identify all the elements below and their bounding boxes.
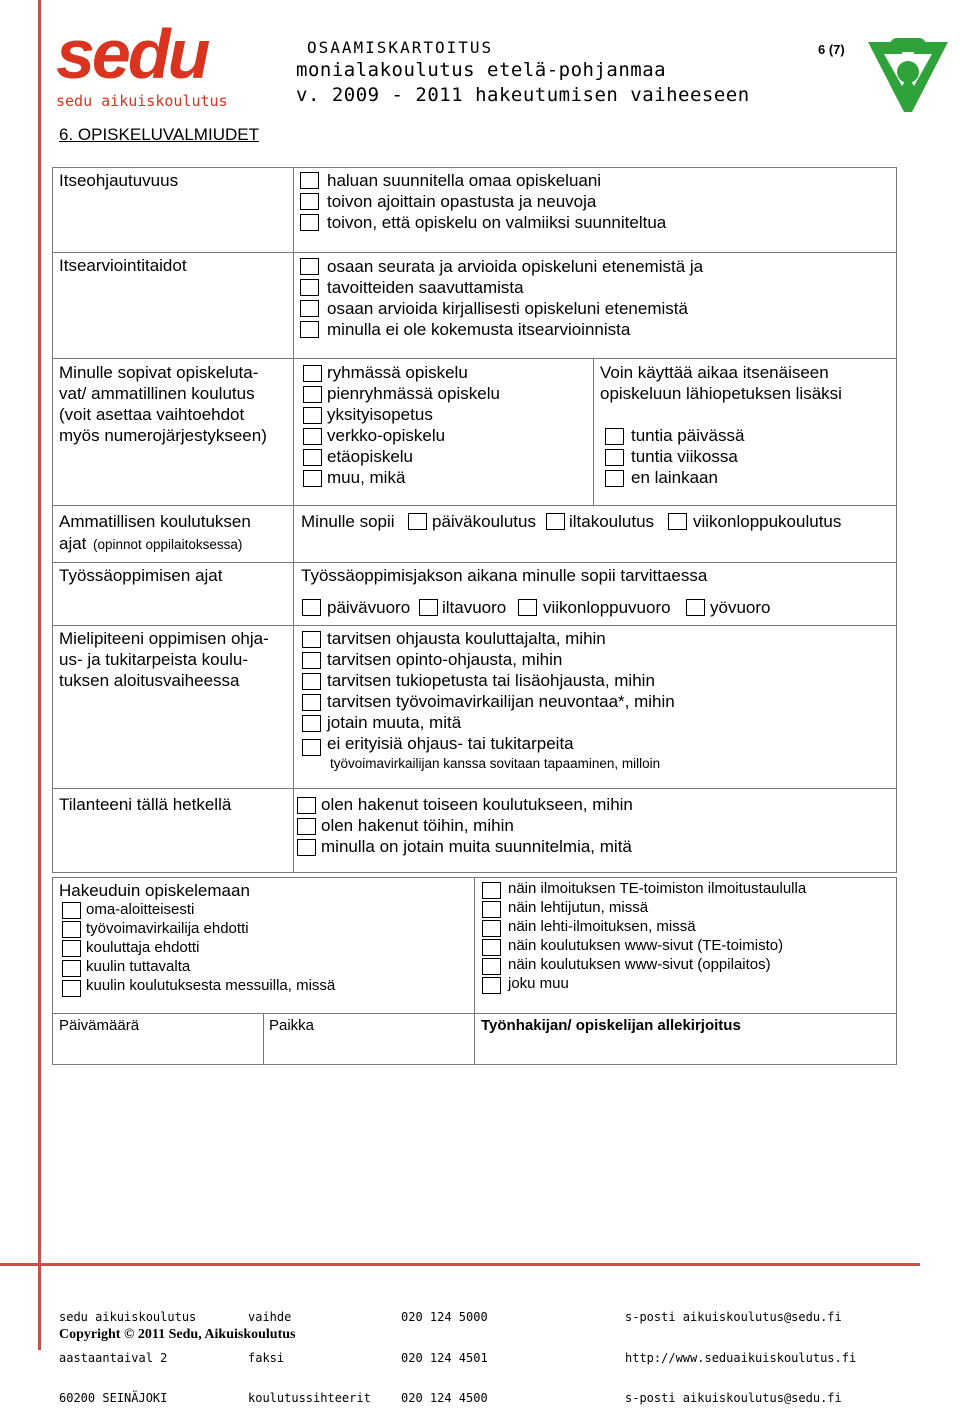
checkbox[interactable]: [62, 960, 81, 977]
option-label: yksityisopetus: [327, 405, 433, 424]
checkbox[interactable]: [605, 428, 624, 445]
time-heading-line: opiskeluun lähiopetuksen lisäksi: [600, 384, 842, 403]
checkbox[interactable]: [300, 258, 319, 275]
checkbox[interactable]: [419, 599, 438, 616]
checkbox[interactable]: [297, 818, 316, 835]
checkbox[interactable]: [300, 279, 319, 296]
option-label: minulla on jotain muita suunnitelmia, mitä: [321, 837, 632, 856]
footer-rule: [0, 1263, 920, 1266]
option-label: päiväkoulutus: [432, 512, 536, 531]
option-label: iltavuoro: [442, 598, 507, 617]
option-label: iltakoulutus: [569, 512, 655, 531]
checkbox[interactable]: [62, 940, 81, 957]
footer-labels: vaihde faksi koulutussihteerit: [248, 1310, 371, 1405]
page-number: 6 (7): [818, 42, 845, 57]
sedu-logo-text: sedu: [56, 15, 208, 93]
option-label: olen hakenut toiseen koulutukseen, mihin: [321, 795, 633, 814]
option-label: haluan suunnitella omaa opiskeluani: [327, 171, 602, 190]
checkbox[interactable]: [302, 631, 321, 648]
place-field-label: Paikka: [269, 1017, 315, 1034]
option-label: osaan arvioida kirjallisesti opiskeluni etenemistä: [327, 299, 688, 318]
row-prompt: Minulle sopii: [301, 512, 395, 531]
option-label: päivävuoro: [327, 598, 411, 617]
checkbox[interactable]: [482, 920, 501, 937]
row-label-line: ajat: [59, 534, 87, 553]
option-label: etäopiskelu: [327, 447, 414, 466]
option-label: en lainkaan: [631, 468, 718, 487]
row-label-line: vat/ ammatillinen koulutus: [59, 384, 255, 403]
checkbox[interactable]: [297, 839, 316, 856]
option-label: tarvitsen työvoimavirkailijan neuvontaa*, mihin: [327, 692, 675, 711]
checkbox[interactable]: [482, 939, 501, 956]
checkbox[interactable]: [668, 513, 687, 530]
option-label: olen hakenut töihin, mihin: [321, 816, 514, 835]
checkbox[interactable]: [300, 300, 319, 317]
green-emblem-icon: [862, 36, 954, 118]
checkbox[interactable]: [302, 652, 321, 669]
option-label: kouluttaja ehdotti: [86, 939, 200, 956]
row-label-line: tuksen aloitusvaiheessa: [59, 671, 240, 690]
option-label: oma-aloitteisesti: [86, 901, 195, 918]
margin-rule: [38, 0, 41, 1350]
option-label: minulla ei ole kokemusta itsearvioinnista: [327, 320, 631, 339]
row-label-tilanteeni: Tilanteeni tällä hetkellä: [59, 795, 232, 814]
checkbox[interactable]: [302, 673, 321, 690]
checkbox[interactable]: [482, 901, 501, 918]
checkbox[interactable]: [303, 449, 322, 466]
row-label-itseohjautuvuus: Itseohjautuvuus: [59, 171, 179, 190]
checkbox[interactable]: [302, 599, 321, 616]
option-label: viikonloppuvuoro: [543, 598, 671, 617]
row-label-line: us- ja tukitarpeista koulu-: [59, 650, 248, 669]
option-label: näin ilmoituksen TE-toimiston ilmoitustaululla: [508, 880, 807, 897]
checkbox[interactable]: [605, 449, 624, 466]
option-label: jotain muuta, mitä: [327, 713, 462, 732]
checkbox[interactable]: [408, 513, 427, 530]
option-label: tuntia viikossa: [631, 447, 738, 466]
date-field-label: Päivämäärä: [59, 1017, 140, 1034]
guidance-note: työvoimavirkailijan kanssa sovitaan tapaaminen, milloin: [330, 756, 661, 771]
option-label: viikonloppukoulutus: [693, 512, 842, 531]
checkbox[interactable]: [303, 407, 322, 424]
row-label-line: Mielipiteeni oppimisen ohja-: [59, 629, 269, 648]
checkbox[interactable]: [482, 882, 501, 899]
option-label: tuntia päivässä: [631, 426, 745, 445]
row-label-hakeuduin: Hakeuduin opiskelemaan: [59, 881, 250, 900]
checkbox[interactable]: [302, 694, 321, 711]
footer-address: sedu aikuiskoulutus aastaantaival 2 60200 SEINÄJOKI: [59, 1310, 197, 1405]
signature-field-label: Työnhakijan/ opiskelijan allekirjoitus: [481, 1017, 741, 1034]
checkbox[interactable]: [546, 513, 565, 530]
checkbox[interactable]: [302, 739, 321, 756]
option-label: tavoitteiden saavuttamista: [327, 278, 524, 297]
option-label: joku muu: [508, 975, 569, 992]
doc-period: v. 2009 - 2011 hakeutumisen vaiheeseen: [296, 84, 750, 106]
row-label-itsearviointi: Itsearviointitaidot: [59, 256, 187, 275]
checkbox[interactable]: [686, 599, 705, 616]
checkbox[interactable]: [303, 470, 322, 487]
option-label: tarvitsen opinto-ohjausta, mihin: [327, 650, 563, 669]
row-label-line: (voit asettaa vaihtoehdot: [59, 405, 245, 424]
option-label: toivon ajoittain opastusta ja neuvoja: [327, 192, 597, 211]
option-label: työvoimavirkailija ehdotti: [86, 920, 249, 937]
checkbox[interactable]: [62, 921, 81, 938]
option-label: näin koulutuksen www-sivut (oppilaitos): [508, 956, 771, 973]
option-label: tarvitsen ohjausta kouluttajalta, mihin: [327, 629, 606, 648]
checkbox[interactable]: [300, 214, 319, 231]
option-label: muu, mikä: [327, 468, 406, 487]
footer-contacts: s-posti aikuiskoulutus@sedu.fi http://www.seduaikuiskoulutus.fi s-posti aikuiskoulutus@sedu.fi: [625, 1310, 857, 1405]
checkbox[interactable]: [62, 902, 81, 919]
option-label: näin koulutuksen www-sivut (TE-toimisto): [508, 937, 784, 954]
checkbox[interactable]: [518, 599, 537, 616]
row-label-line: Minulle sopivat opiskeluta-: [59, 363, 259, 382]
checkbox[interactable]: [303, 428, 322, 445]
option-label: ryhmässä opiskelu: [327, 363, 468, 382]
option-label: osaan seurata ja arvioida opiskeluni etenemistä ja: [327, 257, 704, 276]
footer-phones: 020 124 5000 020 124 4501 020 124 4500: [401, 1310, 488, 1405]
checkbox[interactable]: [300, 172, 319, 189]
doc-program: monialakoulutus etelä-pohjanmaa: [296, 59, 667, 81]
checkbox[interactable]: [302, 715, 321, 732]
checkbox[interactable]: [605, 470, 624, 487]
option-label: näin lehti-ilmoituksen, missä: [508, 918, 696, 935]
option-label: ei erityisiä ohjaus- tai tukitarpeita: [327, 734, 574, 753]
time-heading-line: Voin käyttää aikaa itsenäiseen: [600, 363, 829, 382]
row-label-line: myös numerojärjestykseen): [59, 426, 267, 445]
option-label: näin lehtijutun, missä: [508, 899, 649, 916]
option-label: toivon, että opiskelu on valmiiksi suunniteltua: [327, 213, 667, 232]
checkbox[interactable]: [303, 365, 322, 382]
sedu-logo: [56, 14, 207, 94]
checkbox[interactable]: [300, 321, 319, 338]
checkbox[interactable]: [297, 797, 316, 814]
option-label: kuulin koulutuksesta messuilla, missä: [86, 977, 336, 994]
checkbox[interactable]: [482, 977, 501, 994]
option-label: kuulin tuttavalta: [86, 958, 191, 975]
row-label-line: Ammatillisen koulutuksen: [59, 512, 251, 531]
section-title: 6. OPISKELUVALMIUDET: [59, 125, 259, 144]
checkbox[interactable]: [303, 386, 322, 403]
row-prompt: Työssäoppimisjakson aikana minulle sopii tarvittaessa: [301, 566, 708, 585]
sedu-logo-subtitle: sedu aikuiskoulutus: [56, 92, 228, 110]
option-label: yövuoro: [710, 598, 771, 617]
option-label: tarvitsen tukiopetusta tai lisäohjausta, mihin: [327, 671, 655, 690]
row-label-note: (opinnot oppilaitoksessa): [93, 537, 243, 552]
option-label: pienryhmässä opiskelu: [327, 384, 500, 403]
checkbox[interactable]: [482, 958, 501, 975]
copyright: Copyright © 2011 Sedu, Aikuiskoulutus: [59, 1327, 296, 1342]
doc-heading: OSAAMISKARTOITUS: [307, 38, 494, 57]
option-label: verkko-opiskelu: [327, 426, 446, 445]
checkbox[interactable]: [62, 980, 81, 997]
row-label-tyossaoppiminen: Työssäoppimisen ajat: [59, 566, 223, 585]
checkbox[interactable]: [300, 193, 319, 210]
